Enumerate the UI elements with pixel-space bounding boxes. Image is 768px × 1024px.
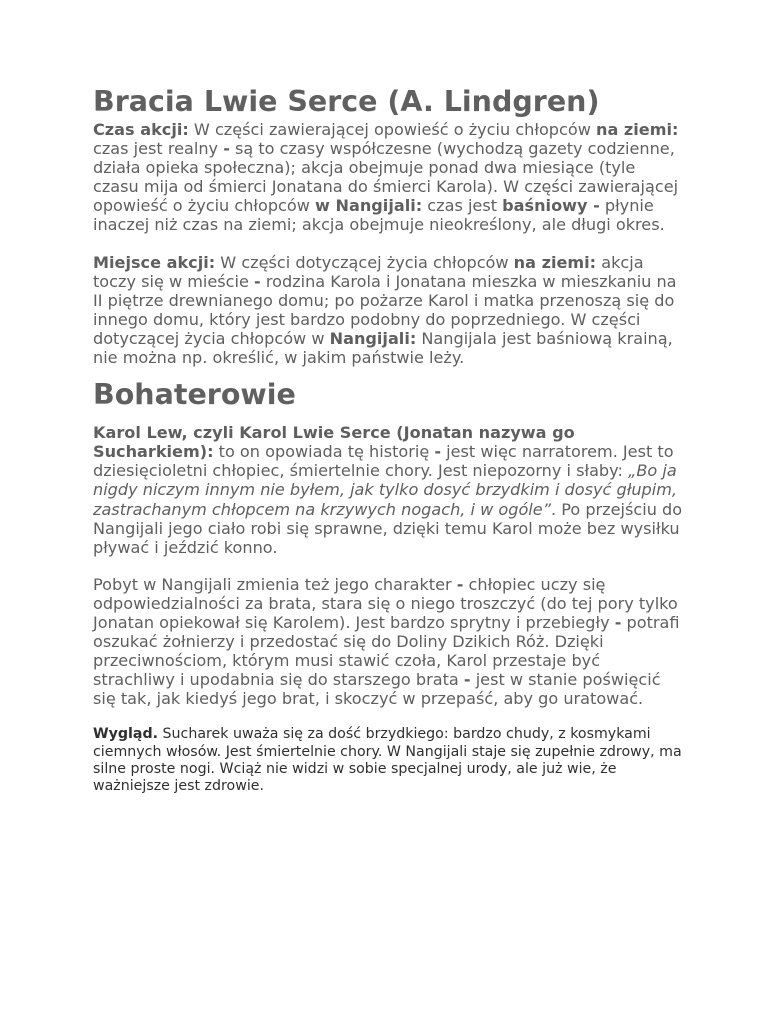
bold-run: baśniowy - [502,196,600,216]
paragraph-czas-akcji [93,120,683,235]
bold-run: Nangijali: [329,328,417,348]
text-run: są to czasy współczesne (wychodzą gazety codzienne, działa opieka społeczna); akcja obejmuje ponad dwa miesiące (tyle czasu mija od śmierci Jonatana do śmierci Karola). W części zawierającej opowieść o życiu chłopców [93,139,679,216]
text-run: W części dotyczącej życia chłopców [215,252,514,272]
bold-run: na ziemi: [513,252,597,272]
text-run: chłopiec uczy się odpowiedzialności za brata, stara się o niego troszczyć (do tej pory tylko Jonatan opiekował się Karolem). Jest bardzo sprytny i przebiegły [93,574,678,632]
paragraph-karol [93,423,683,557]
karol-label: Karol Lew, czyli Karol Lwie Serce (Jonatan nazywa go Sucharkiem): [93,423,575,462]
miejsce-akcji-label: Miejsce akcji: [93,252,216,272]
text-run: płynie inaczej niż czas na ziemi; akcja obejmuje nieokreślony, ale długi okres. [93,196,665,235]
text-run: to on opowiada tę historię [213,442,435,462]
wyglad-label: Wygląd. [93,726,159,743]
document-page [93,84,683,795]
bold-dash: - [463,670,471,690]
text-run: czas jest realny [93,139,224,159]
paragraph-pobyt [93,575,683,709]
text-run: . Po przejściu do Nangijali jego ciało robi się sprawne, dzięki temu Karol może bez wysiłku pływać i jeździć konno. [93,499,683,557]
czas-akcji-label: Czas akcji: [93,120,189,139]
text-run: jest więc narratorem. Jest to dziesięcioletni chłopiec, śmiertelnie chory. Jest niepozorny i słaby: [93,442,674,481]
paragraph-miejsce-akcji [93,253,683,368]
bold-run: na ziemi: [595,120,679,139]
bold-dash: - [223,139,230,159]
bold-dash: - [456,574,464,594]
bold-dash: - [254,271,261,291]
text-run: akcja toczy się w mieście [93,252,644,291]
text-run: Nangijala jest baśniową krainą, nie można np. określić, w jakim państwie leży. [93,328,673,368]
text-run: W części zawierającej opowieść o życiu chłopców [188,120,596,139]
document-title: Bracia Lwie Serce (A. Lindgren) [93,85,600,118]
text-run: rodzina Karola i Jonatana mieszka w mieszkaniu na II piętrze drewnianego domu; po pożarze Karol i matka przenoszą się do innego domu, który jest bardzo podobny do poprzedniego. W części dotyczącej życia chłopców w [93,271,677,348]
paragraph-wyglad [93,726,683,795]
bold-dash: - [614,612,622,632]
text-run: czas jest [422,196,503,216]
bold-dash: - [434,442,442,462]
text-run: Sucharek uważa się za dość brzydkiego: bardzo chudy, z kosmykami ciemnych włosów. Jest śmiertelnie chory. W Nangijali staje się zupełnie zdrowy, ma silne proste nogi. Wciąż nie widzi w sobie specjalnej urody, ale już wie, że ważniejsze jest zdrowie. [93,726,682,795]
quote-run: „Bo ja nigdy niczym innym nie byłem, jak tylko dosyć brzydkim i dosyć głupim, zastrachanym chłopcem na krzywych nogach, i w ogóle” [93,461,678,519]
text-run: Pobyt w Nangijali zmienia też jego charakter [93,574,457,594]
text-run: jest w stanie poświęcić się tak, jak kiedyś jego brat, i skoczyć w przepaść, aby go uratować. [93,670,661,709]
section-heading-bohaterowie: Bohaterowie [93,378,296,412]
text-run: potrafi oszukać żołnierzy i przedostać się do Doliny Dzikich Róż. Dzięki przeciwnościom, którym musi stawić czoła, Karol przestaje być strachliwy i upodabnia się do starszego brata [93,612,680,690]
bold-run: w Nangijali: [315,196,423,216]
